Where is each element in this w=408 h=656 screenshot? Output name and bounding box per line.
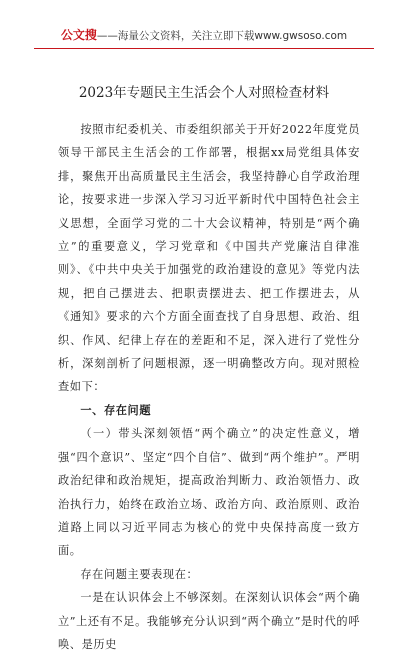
section-heading: 一、存在问题 bbox=[80, 402, 152, 417]
problems-lead-paragraph: 存在问题主要表现在： bbox=[80, 567, 199, 581]
header-tagline: ——海量公文资料，关注立即下载 bbox=[96, 30, 255, 42]
document-body bbox=[58, 118, 360, 656]
document-title: 2023年专题民主生活会个人对照检查材料 bbox=[78, 85, 330, 101]
subsection-paragraph: （一）带头深刻领悟“两个确立”的决定性意义，增强“四个意识”、坚定“四个自信”、做到“两个维护”。严明政治纪律和政治规矩，提高政治判断力、政治领悟力、政治执行力，始终在政治立场、政治方向、政治原则、政治道路上同以习近平同志为核心的党中央保持高度一致方面。 bbox=[58, 427, 360, 558]
site-header bbox=[0, 24, 408, 46]
header-divider bbox=[34, 48, 374, 49]
problem-one-paragraph: 一是在认识体会上不够深刻。在深刻认识体会“两个确立”上还有不足。我能够充分认识到“两个确立”是时代的呼唤、是历史 bbox=[58, 591, 360, 651]
brand-logo-text[interactable]: 公文搜 bbox=[60, 28, 97, 42]
intro-paragraph: 按照市纪委机关、市委组织部关于开好2022年度党员领导干部民主生活会的工作部署，根据xx局党组具体安排，聚焦开出高质量民主生活会，我坚持静心自学政治理论，按要求进一步深入学习习近平新时代中国特色社会主义思想，全面学习党的二十大会议精神，特别是“两个确立”的重要意义，学习党章和《中国共产党廉洁自律准则》、《中共中央关于加强党的政治建设的意见》等党内法规，把自己摆进去、把职责摆进去、把工作摆进去，从《通知》要求的六个方面全面查找了自身思想、政治、组织、作风、纪律上存在的差距和不足，深入进行了党性分析，深刻剖析了问题根源，逐一明确整改方向。现对照检查如下： bbox=[58, 123, 360, 394]
site-url-link[interactable]: www.gwsoso.com bbox=[254, 30, 348, 42]
